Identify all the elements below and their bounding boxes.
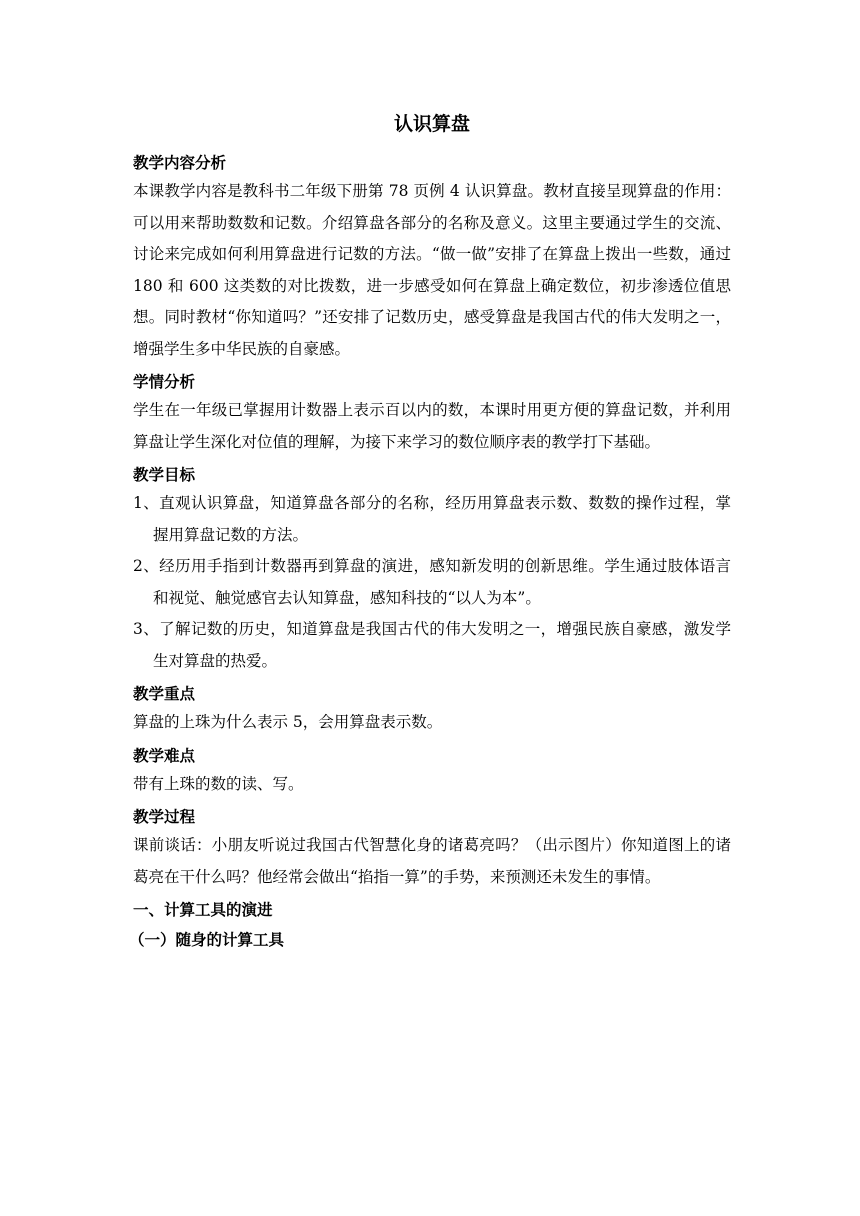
paragraph-process-intro: 课前谈话：小朋友听说过我国古代智慧化身的诸葛亮吗？（出示图片）你知道图上的诸葛亮在干什么吗？他经常会做出“掐指一算”的手势，来预测还未发生的事情。 (133, 836, 731, 886)
paragraph-difficulties: 带有上珠的数的读、写。 (133, 774, 304, 793)
heading-process: 教学过程 (133, 808, 196, 826)
objective-item-2: 2、经历用手指到计数器再到算盘的演进，感知新发明的创新思维。学生通过肢体语言和视觉、触觉感官去认知算盘，感知科技的“以人为本”。 (133, 557, 731, 607)
paragraph-content-analysis: 本课教学内容是教科书二年级下册第 78 页例 4 认识算盘。教材直接呈现算盘的作用：可以用来帮助数数和记数。介绍算盘各部分的名称及意义。这里主要通过学生的交流、讨论来完成如何利用算盘进行记数的方法。“做一做”安排了在算盘上拨出一些数，通过 180 和 600 这类数的对比拨数，进一步感受如何在算盘上确定数位，初步渗透位值思想。同时教材“你知道吗？”还安排了记数历史，感受算盘是我国古代的伟大发明之一，增强学生多中华民族的自豪感。 (133, 182, 731, 358)
objective-item-3: 3、了解记数的历史，知道算盘是我国古代的伟大发明之一，增强民族自豪感，激发学生对算盘的热爱。 (133, 620, 731, 670)
paragraph-learner-analysis: 学生在一年级已掌握用计数器上表示百以内的数，本课时用更方便的算盘记数，并利用算盘让学生深化对位值的理解，为接下来学习的数位顺序表的教学打下基础。 (133, 401, 731, 451)
heading-part1: 一、计算工具的演进 (133, 901, 273, 919)
heading-difficulties: 教学难点 (133, 746, 196, 765)
heading-key-points: 教学重点 (133, 685, 196, 703)
paragraph-key-points: 算盘的上珠为什么表示 5，会用算盘表示数。 (133, 713, 443, 731)
heading-content-analysis: 教学内容分析 (133, 154, 227, 172)
document-title: 认识算盘 (393, 113, 470, 135)
objective-item-1: 1、直观认识算盘，知道算盘各部分的名称，经历用算盘表示数、数数的操作过程，掌握用算盘记数的方法。 (133, 494, 731, 544)
heading-objectives: 教学目标 (133, 466, 196, 484)
document-page (129, 110, 731, 953)
heading-learner-analysis: 学情分析 (133, 373, 196, 391)
heading-part1-sub: （一）随身的计算工具 (129, 931, 285, 949)
